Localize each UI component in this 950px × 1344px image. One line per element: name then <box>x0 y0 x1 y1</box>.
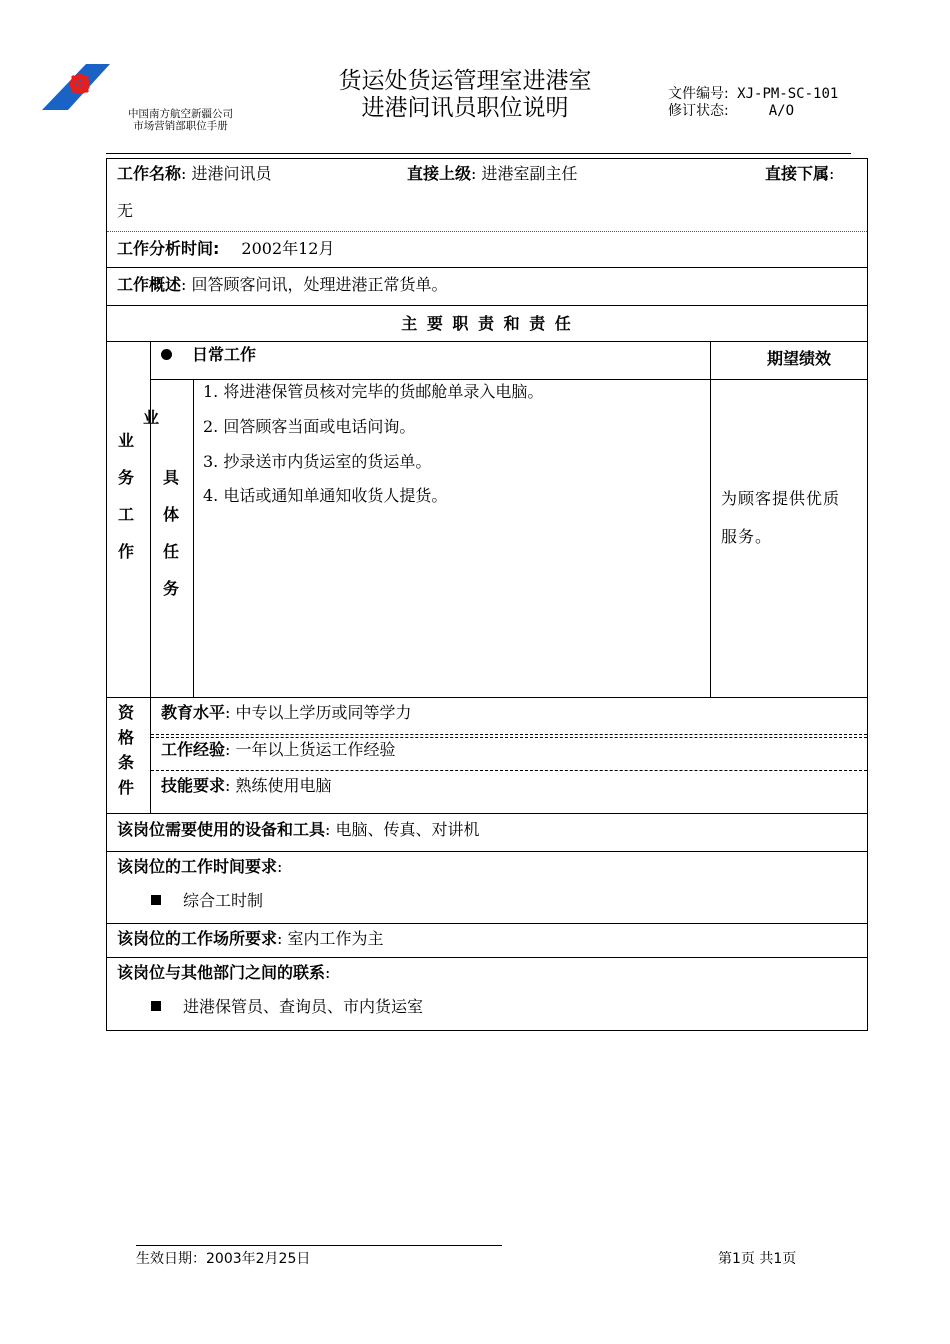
business-work-block <box>107 342 867 698</box>
company-line-2: 市场营销部职位手册 <box>133 120 228 132</box>
company-logo <box>42 64 110 112</box>
skill-value: : 熟练使用电脑 <box>225 776 332 795</box>
task-item: 3. 抄录送市内货运室的货运单。 <box>203 452 432 471</box>
business-work-label-cell <box>107 342 151 697</box>
education-value: : 中专以上学历或同等学力 <box>225 703 412 722</box>
relations-value: 进港保管员、查询员、市内货运室 <box>183 997 424 1016</box>
equipment-label: 该岗位需要使用的设备和工具 <box>117 820 326 839</box>
relations-colon: : <box>325 963 331 982</box>
task-item: 2. 回答顾客当面或电话问询。 <box>203 417 416 436</box>
analysis-time-row <box>107 232 867 268</box>
job-description-table <box>106 158 868 1031</box>
title-line-2: 进港问讯员职位说明 <box>361 95 569 121</box>
analysis-time-value: 2002年12月 <box>241 239 335 258</box>
company-name <box>128 108 233 132</box>
work-time-row <box>107 852 867 924</box>
equipment-row <box>107 814 867 852</box>
page-number: 第1页 共1页 <box>718 1251 797 1267</box>
doc-number-label: 文件编号: <box>668 86 729 102</box>
summary-label: 工作概述 <box>117 275 182 294</box>
skill-label: 技能要求 <box>161 776 226 795</box>
job-name-value: : 进港问讯员 <box>181 164 272 183</box>
doc-number-value: XJ-PM-SC-101 <box>737 86 839 102</box>
education-label: 教育水平 <box>161 703 226 722</box>
work-time-label: 该岗位的工作时间要求 <box>117 857 278 876</box>
business-work-label: 业 务 工 作 <box>117 431 134 561</box>
job-name-label: 工作名称 <box>117 164 182 183</box>
job-basic-row <box>107 159 867 232</box>
effective-date: 生效日期：2003年2月25日 <box>136 1251 311 1267</box>
bullet-dot-icon <box>161 349 172 360</box>
experience-label: 工作经验 <box>161 740 226 759</box>
summary-value: : 回答顾客问讯，处理进港正常货单。 <box>181 275 448 294</box>
task-item: 1. 将进港保管员核对完毕的货邮舱单录入电脑。 <box>203 382 544 401</box>
workplace-row <box>107 924 867 958</box>
qualifications-label: 资 格 条 件 <box>117 703 134 797</box>
subordinate-colon: : <box>829 164 835 183</box>
relations-row <box>107 958 867 1030</box>
relations-label: 该岗位与其他部门之间的联系 <box>117 963 326 982</box>
daily-work-label: 日常工作 <box>192 345 257 364</box>
revision-label: 修订状态: <box>668 103 729 119</box>
stray-character: 业 <box>143 408 160 427</box>
document-title <box>300 68 630 122</box>
tasks-label: 具 体 任 务 <box>162 468 179 598</box>
kapok-logo-icon <box>42 64 110 112</box>
workplace-value: : 室内工作为主 <box>277 929 384 948</box>
footer-divider <box>136 1245 502 1246</box>
summary-row <box>107 268 867 306</box>
expected-performance-cell <box>710 342 867 697</box>
task-item: 4. 电话或通知单通知收货人提货。 <box>203 486 448 505</box>
company-line-1: 中国南方航空新疆公司 <box>128 108 233 120</box>
square-bullet-icon <box>151 1001 161 1011</box>
qualifications-label-cell <box>107 698 151 813</box>
subordinate-value: 无 <box>117 201 134 220</box>
duties-heading: 主 要 职 责 和 责 任 <box>401 314 573 333</box>
equipment-value: : 电脑、传真、对讲机 <box>325 820 480 839</box>
work-time-colon: : <box>277 857 283 876</box>
qualifications-block <box>107 698 867 814</box>
document-info <box>668 86 838 120</box>
expected-performance-label: 期望绩效 <box>767 349 832 368</box>
subordinate-label: 直接下属 <box>765 164 830 183</box>
revision-value: A/O <box>768 103 795 119</box>
analysis-time-label: 工作分析时间: <box>117 239 220 258</box>
duties-heading-row <box>107 306 867 342</box>
work-time-value: 综合工时制 <box>183 891 264 910</box>
experience-value: : 一年以上货运工作经验 <box>225 740 396 759</box>
header-divider <box>106 153 851 154</box>
expected-line-2: 服务。 <box>721 527 773 546</box>
square-bullet-icon <box>151 895 161 905</box>
expected-line-1: 为顾客提供优质 <box>721 489 841 508</box>
superior-label: 直接上级 <box>407 164 472 183</box>
workplace-label: 该岗位的工作场所要求 <box>117 929 278 948</box>
title-line-1: 货运处货运管理室进港室 <box>338 68 592 94</box>
superior-value: : 进港室副主任 <box>471 164 578 183</box>
